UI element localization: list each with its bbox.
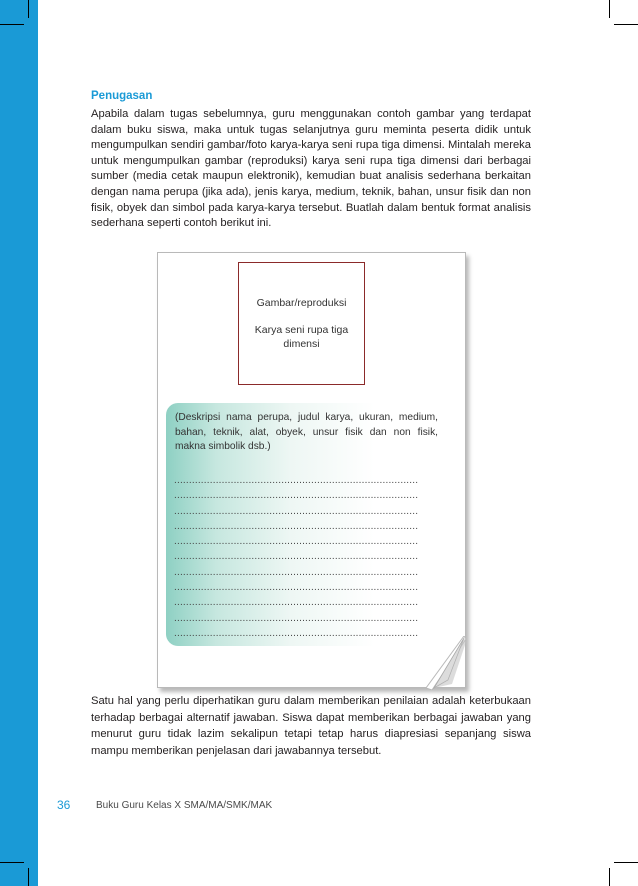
- dotted-line: ..................................................................................: [174, 505, 419, 517]
- crop-mark-bottom-right-v: [609, 868, 610, 886]
- dotted-line: ..................................................................................: [174, 597, 419, 609]
- dotted-line: ..................................................................................: [174, 627, 419, 639]
- image-placeholder-box: [238, 262, 365, 385]
- description-box: [166, 403, 444, 646]
- image-caption: Karya seni rupa tiga dimensi: [254, 324, 349, 350]
- closing-paragraph: Satu hal yang perlu diperhatikan guru dalam memberikan penilaian adalah keterbukaan terhadap berbagai alternatif jawaban. Siswa dapat memberikan berbagai jawaban yang menurut guru tidak lazim sekalipun tetapi tetap harus diapresiasi sepanjang siswa mampu memberikan penjelasan dari jawabannya tersebut.: [91, 695, 531, 757]
- crop-mark-top-left-h: [0, 24, 24, 25]
- dotted-line: ..................................................................................: [174, 582, 419, 594]
- dotted-line: ..................................................................................: [174, 566, 419, 578]
- image-label: Gambar/reproduksi: [256, 297, 347, 309]
- crop-mark-bottom-right-h: [614, 862, 638, 863]
- section-heading: Penugasan: [91, 90, 153, 102]
- crop-mark-top-right-v: [609, 0, 610, 18]
- crop-mark-bottom-left-v: [28, 868, 29, 886]
- page-number: 36: [57, 798, 71, 812]
- intro-paragraph: Apabila dalam tugas sebelumnya, guru menggunakan contoh gambar yang terdapat dalam buku siswa, maka untuk tugas selanjutnya guru meminta peserta didik untuk mengumpulkan sendiri gambar/foto karya-karya seni rupa tiga dimensi. Mintalah mereka untuk mengumpulkan gambar (reproduksi) karya seni rupa tiga dimensi dari berbagai sumber (media cetak maupun elektronik), kemudian buat analisis sederhana berkaitan dengan nama perupa (jika ada), jenis karya, medium, teknik, bahan, unsur fisik dan non fisik, obyek dan simbol pada karya-karya tersebut. Buatlah dalam bentuk format analisis sederhana seperti contoh berikut ini.: [91, 108, 531, 230]
- dotted-lines: [174, 475, 436, 643]
- footer-title: Buku Guru Kelas X SMA/MA/SMK/MAK: [96, 800, 273, 811]
- dotted-line: ..................................................................................: [174, 612, 419, 624]
- dotted-line: ..................................................................................: [174, 551, 419, 563]
- dotted-line: ..................................................................................: [174, 536, 419, 548]
- crop-mark-bottom-left-h: [0, 862, 24, 863]
- crop-mark-top-left-v: [28, 0, 29, 18]
- dotted-line: ..................................................................................: [174, 520, 419, 532]
- dotted-line: ..................................................................................: [174, 475, 419, 486]
- dotted-line: ..................................................................................: [174, 490, 419, 502]
- side-color-bar: [0, 0, 38, 886]
- description-text: (Deskripsi nama perupa, judul karya, ukuran, medium, bahan, teknik, alat, obyek, unsur fisik dan non fisik, makna simbolik dsb.): [175, 412, 438, 453]
- crop-mark-top-right-h: [614, 24, 638, 25]
